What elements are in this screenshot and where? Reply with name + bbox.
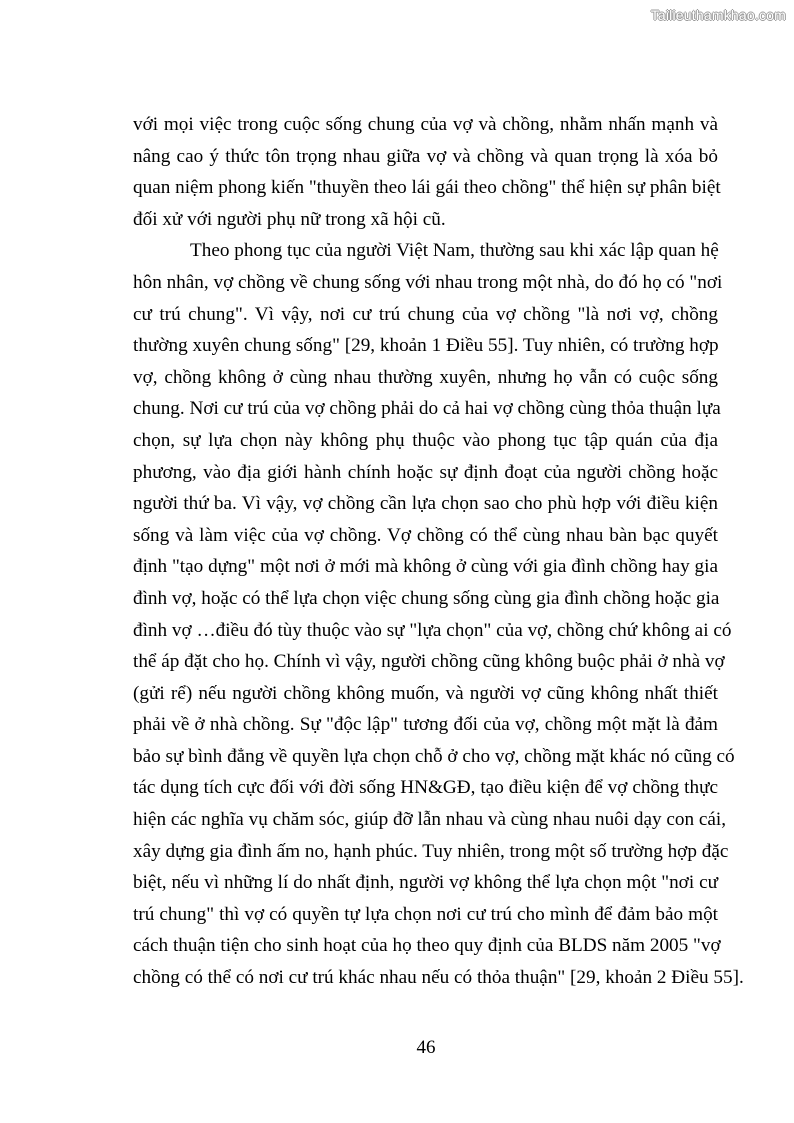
text-line: hôn nhân, vợ chồng về chung sống với nhau trong một nhà, do đó họ có "nơi: [133, 271, 723, 293]
text-line: thể áp đặt cho họ. Chính vì vậy, người chồng cũng không buộc phải ở nhà vợ: [133, 651, 725, 673]
text-line: phương, vào địa giới hành chính hoặc sự định đoạt của người chồng hoặc: [133, 461, 718, 483]
text-line: đình vợ …điều đó tùy thuộc vào sự "lựa chọn" của vợ, chồng chứ không ai có: [133, 619, 732, 641]
page-number: 46: [416, 1037, 436, 1058]
text-line: cư trú chung". Vì vậy, nơi cư trú chung của vợ chồng "là nơi vợ, chồng: [133, 303, 718, 325]
text-line: cách thuận tiện cho sinh hoạt của họ theo quy định của BLDS năm 2005 "vợ: [133, 935, 721, 957]
text-line: nâng cao ý thức tôn trọng nhau giữa vợ và chồng và quan trọng là xóa bỏ: [133, 145, 718, 167]
text-line: bảo sự bình đẳng về quyền lựa chọn chỗ ở cho vợ, chồng mặt khác nó cũng có: [133, 745, 735, 767]
text-line: đình vợ, hoặc có thể lựa chọn việc chung sống cùng gia đình chồng hoặc gia: [133, 587, 720, 609]
text-line: Theo phong tục của người Việt Nam, thường sau khi xác lập quan hệ: [190, 240, 719, 262]
text-line: (gửi rể) nếu người chồng không muốn, và người vợ cũng không nhất thiết: [133, 682, 718, 704]
text-line: thường xuyên chung sống" [29, khoản 1 Điều 55]. Tuy nhiên, có trường hợp: [133, 335, 719, 357]
paragraph-1: [133, 109, 721, 235]
text-line: trú chung" thì vợ có quyền tự lựa chọn nơi cư trú cho mình để đảm bảo một: [133, 903, 718, 925]
text-line: tác dụng tích cực đối với đời sống HN&GĐ, tạo điều kiện để vợ chồng thực: [133, 777, 718, 799]
text-line: vợ, chồng không ở cùng nhau thường xuyên, nhưng họ vẫn có cuộc sống: [133, 366, 718, 388]
text-line: đối xử với người phụ nữ trong xã hội cũ.: [133, 208, 446, 230]
text-line: quan niệm phong kiến "thuyền theo lái gái theo chồng" thể hiện sự phân biệt: [133, 177, 721, 199]
watermark-text: Tailieuthamkhao.com: [650, 7, 786, 23]
text-line: chồng có thể có nơi cư trú khác nhau nếu có thỏa thuận" [29, khoản 2 Điều 55].: [133, 967, 744, 989]
text-line: biệt, nếu vì những lí do nhất định, người vợ không thể lựa chọn một "nơi cư: [133, 872, 718, 894]
text-line: người thứ ba. Vì vậy, vợ chồng cần lựa chọn sao cho phù hợp với điều kiện: [133, 493, 718, 515]
paragraph-2: [133, 235, 744, 993]
text-line: chung. Nơi cư trú của vợ chồng phải do cả hai vợ chồng cùng thỏa thuận lựa: [133, 398, 721, 420]
document-body: [133, 109, 744, 994]
text-line: định "tạo dựng" một nơi ở mới mà không ở cùng với gia đình chồng hay gia: [133, 556, 718, 578]
text-line: phải về ở nhà chồng. Sự "độc lập" tương đối của vợ, chồng một mặt là đảm: [133, 714, 718, 736]
text-line: sống và làm việc của vợ chồng. Vợ chồng có thể cùng nhau bàn bạc quyết: [133, 524, 718, 546]
text-line: hiện các nghĩa vụ chăm sóc, giúp đỡ lẫn nhau và cùng nhau nuôi dạy con cái,: [133, 809, 727, 831]
text-line: xây dựng gia đình ấm no, hạnh phúc. Tuy nhiên, trong một số trường hợp đặc: [133, 840, 729, 862]
text-line: chọn, sự lựa chọn này không phụ thuộc vào phong tục tập quán của địa: [133, 429, 718, 451]
text-line: với mọi việc trong cuộc sống chung của vợ và chồng, nhằm nhấn mạnh và: [133, 114, 718, 135]
